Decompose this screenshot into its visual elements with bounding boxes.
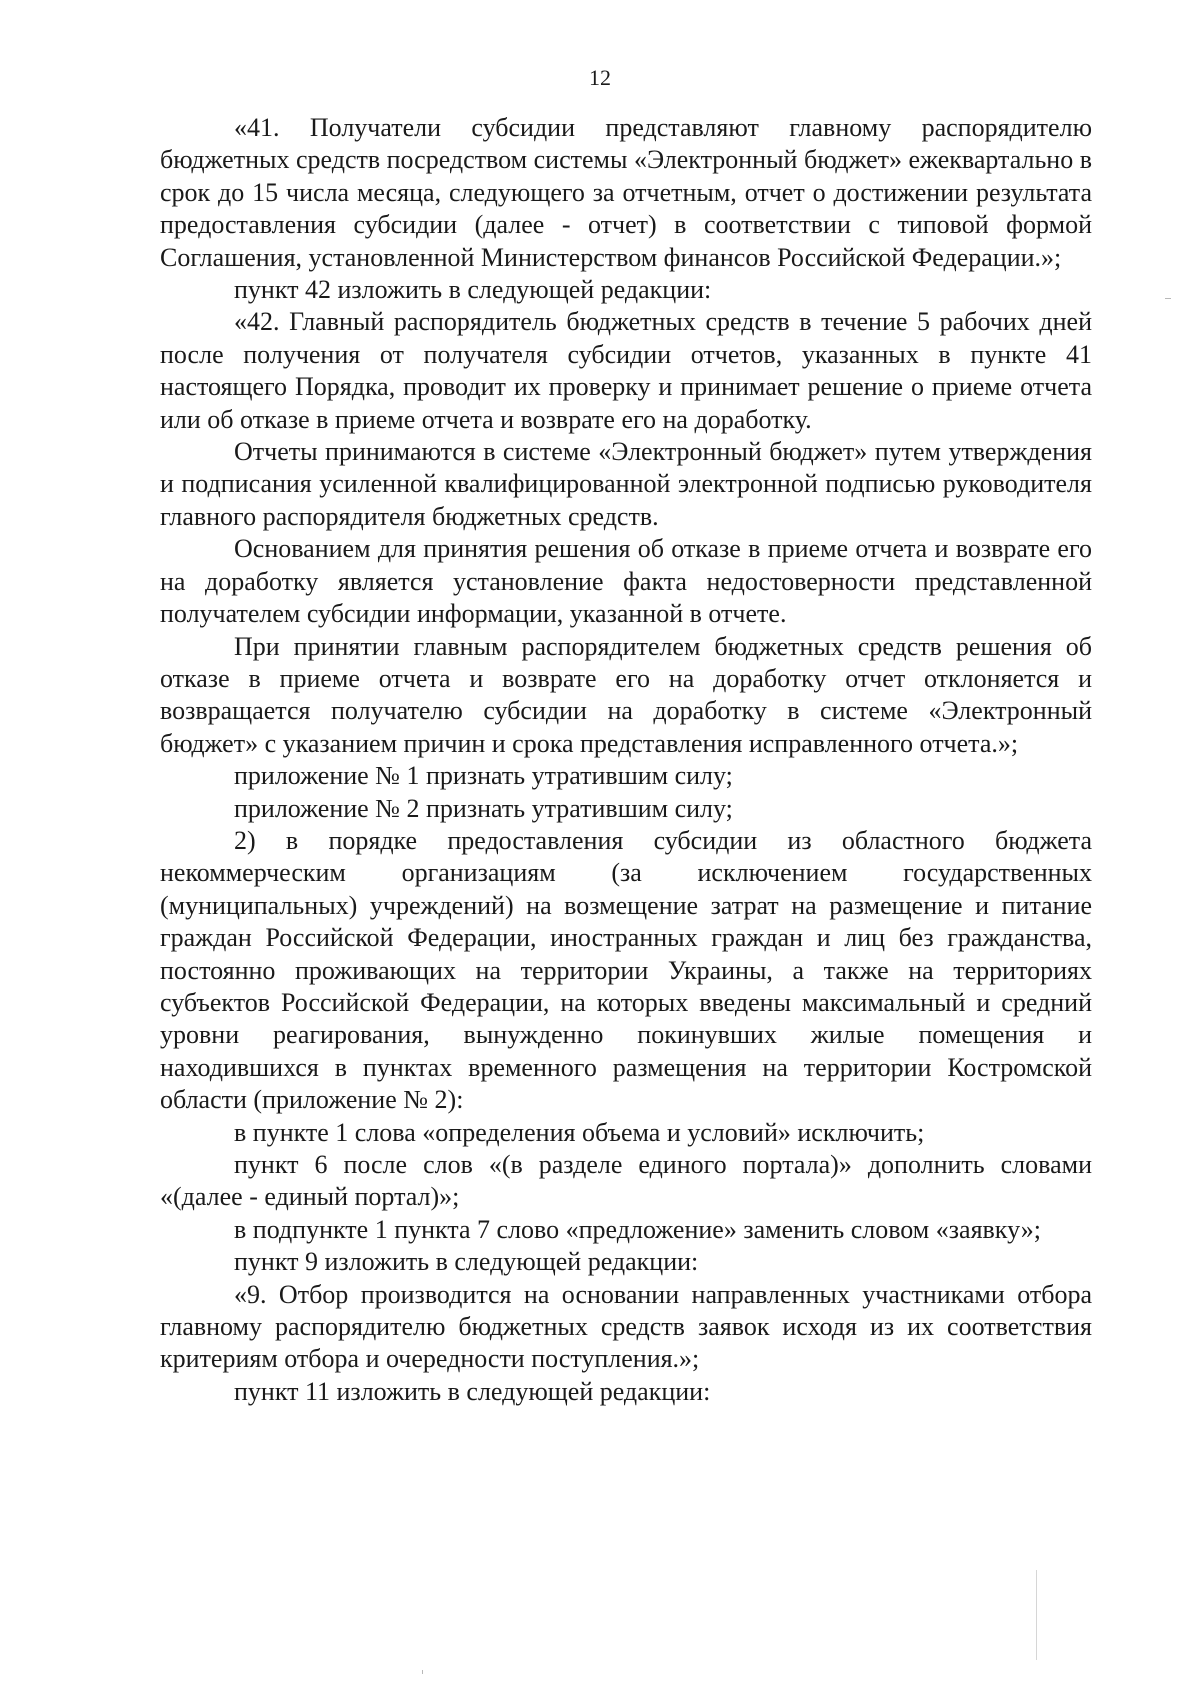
paragraph-amend-item-42: пункт 42 изложить в следующей редакции: bbox=[234, 275, 712, 305]
paragraph-annex-2-void: приложение № 2 признать утратившим силу; bbox=[234, 793, 733, 823]
paragraph-item-9-text: «9. Отбор производится на основании направленных участниками отбора главному распорядителю бюджетных средств заявок исходя из их соответствия критериям отбора и очередности поступления.»; bbox=[160, 1279, 1092, 1374]
paragraph-annex-1-void: приложение № 1 признать утратившим силу; bbox=[234, 761, 733, 791]
paragraph-item-42-text: «42. Главный распорядитель бюджетных средств в течение 5 рабочих дней после получения от получателя субсидии отчетов, указанных в пункте 41 настоящего Порядка, проводит их проверку и принимает решение о приеме отчета или об отказе в приеме отчета и возврате его на доработку. bbox=[160, 307, 1092, 434]
page-number: 12 bbox=[589, 65, 611, 90]
paragraph-item-1-amend: в пункте 1 слова «определения объема и условий» исключить; bbox=[234, 1117, 925, 1147]
paragraph-rejection-grounds: Основанием для принятия решения об отказе в приеме отчета и возврате его на доработку является установление факта недостоверности представленной получателем субсидии информации, указанной в отчете. bbox=[160, 534, 1092, 629]
paragraph-item-6-amend: пункт 6 после слов «(в разделе единого портала)» дополнить словами «(далее - единый портал)»; bbox=[160, 1150, 1092, 1212]
paragraph-item-7-amend: в подпункте 1 пункта 7 слово «предложение» заменить словом «заявку»; bbox=[234, 1214, 1041, 1244]
paragraph-reports-accepted: Отчеты принимаются в системе «Электронный бюджет» путем утверждения и подписания усиленной квалифицированной электронной подписью руководителя главного распорядителя бюджетных средств. bbox=[160, 437, 1092, 531]
paragraph-amend-item-9: пункт 9 изложить в следующей редакции: bbox=[234, 1247, 699, 1277]
paragraph-item-41-text: «41. Получатели субсидии представляют главному распорядителю бюджетных средств посредством системы «Электронный бюджет» ежеквартально в срок до 15 числа месяца, следующего за отчетным, отчет о достижении результата предоставления субсидии (далее - отчет) в соответствии с типовой формой Соглашения, установленной Министерством финансов Российской Федерации.»; bbox=[160, 113, 1092, 272]
scan-artifact-right-lower bbox=[1036, 1570, 1037, 1660]
paragraph-amend-item-11: пункт 11 изложить в следующей редакции: bbox=[234, 1376, 711, 1406]
paragraph-rejection-procedure: При принятии главным распорядителем бюджетных средств решения об отказе в приеме отчета и возврате его на доработку отчет отклоняется и возвращается получателю субсидии на доработку в системе «Электронный бюджет» с указанием причин и срока представления исправленного отчета.»; bbox=[160, 631, 1092, 758]
paragraph-subsidy-procedure-2: 2) в порядке предоставления субсидии из областного бюджета некоммерческим организациям (за исключением государственных (муниципальных) учреждений) на возмещение затрат на размещение и питание граждан Российской Федерации, иностранных граждан и лиц без гражданства, постоянно проживающих на территории Украины, а также на территориях субъектов Российской Федерации, на которых введены максимальный и средний уровни реагирования, вынужденно покинувших жилые помещения и находившихся в пунктах временного размещения на территории Костромской области (приложение № 2): bbox=[160, 825, 1092, 1115]
document-body bbox=[160, 112, 1092, 1408]
scan-artifact-right bbox=[1165, 298, 1171, 299]
scan-artifact-bottom bbox=[422, 1670, 423, 1674]
